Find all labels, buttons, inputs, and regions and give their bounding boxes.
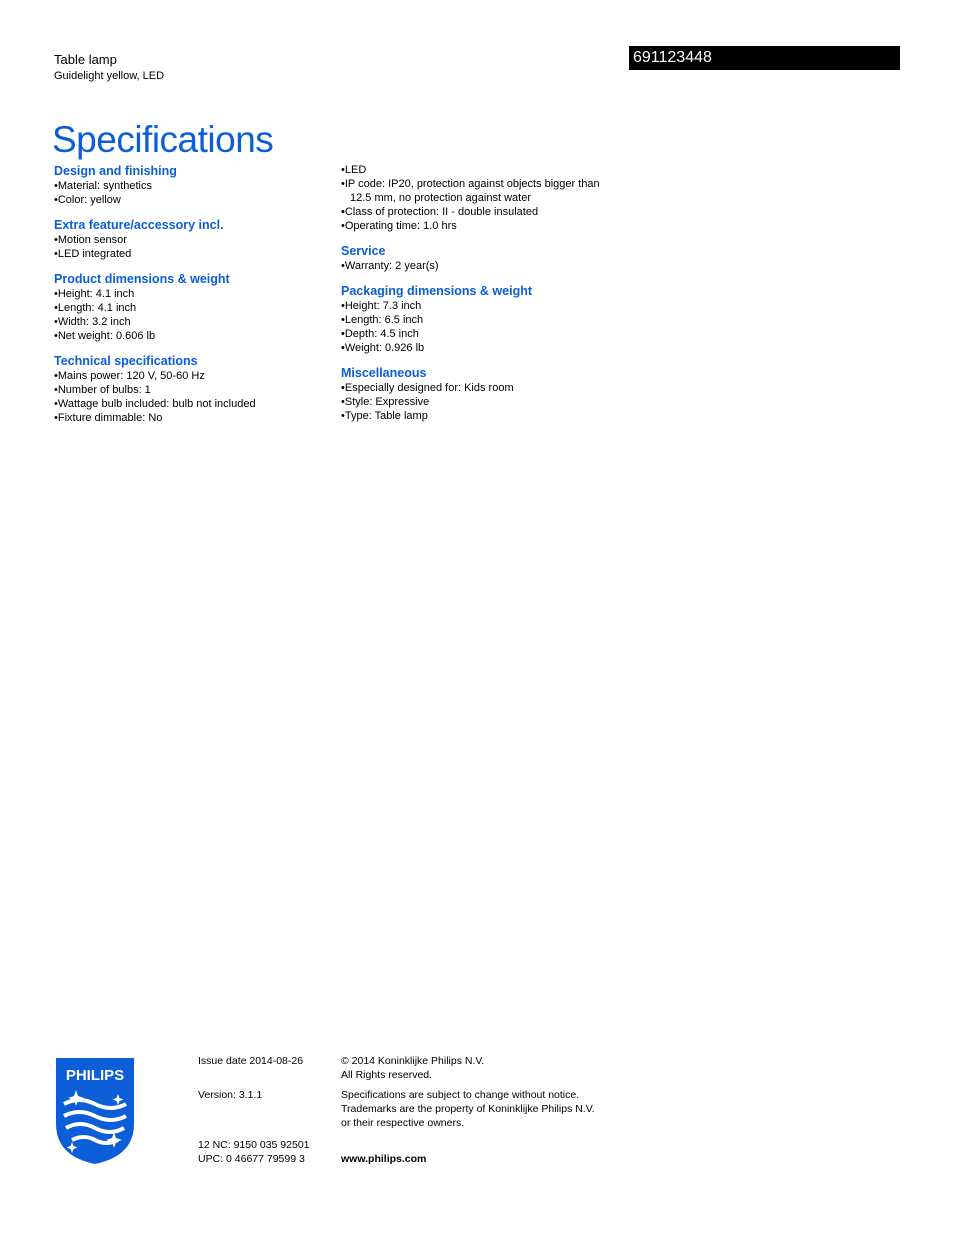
spec-section — [54, 163, 334, 207]
product-title: Table lamp — [54, 52, 117, 67]
spec-item: • Type: Table lamp — [341, 409, 621, 423]
spec-list — [341, 299, 621, 355]
section-title: Packaging dimensions & weight — [341, 284, 533, 298]
disclaimer-line-3: or their respective owners. — [341, 1117, 465, 1129]
spec-list — [341, 259, 621, 273]
spec-list — [54, 287, 334, 343]
spec-item: • Class of protection: II - double insulated — [341, 205, 621, 219]
spec-section — [54, 271, 334, 343]
spec-list — [341, 381, 621, 423]
nc-number: 12 NC: 9150 035 92501 — [198, 1139, 310, 1151]
page-title: Specifications — [52, 118, 274, 160]
philips-shield-icon — [54, 1056, 136, 1166]
version: Version: 3.1.1 — [198, 1089, 263, 1101]
spec-item: • Weight: 0.926 lb — [341, 341, 621, 355]
spec-item: • Depth: 4.5 inch — [341, 327, 621, 341]
section-title: Design and finishing — [54, 164, 177, 178]
spec-list — [54, 233, 334, 261]
spec-item: • Operating time: 1.0 hrs — [341, 219, 621, 233]
spec-item: • Especially designed for: Kids room — [341, 381, 621, 395]
spec-item: • Color: yellow — [54, 193, 334, 207]
spec-section — [341, 283, 621, 355]
spec-item: • Number of bulbs: 1 — [54, 383, 334, 397]
spec-section — [54, 217, 334, 261]
spec-item: • Length: 6.5 inch — [341, 313, 621, 327]
disclaimer-line-1: Specifications are subject to change without notice. — [341, 1089, 580, 1101]
spec-item: • Motion sensor — [54, 233, 334, 247]
spec-section — [341, 163, 621, 233]
disclaimer — [341, 1088, 621, 1130]
spec-item: • Height: 4.1 inch — [54, 287, 334, 301]
product-numbers — [198, 1138, 310, 1166]
copyright — [341, 1054, 484, 1082]
spec-section — [341, 243, 621, 273]
section-title: Service — [341, 244, 386, 258]
section-title: Product dimensions & weight — [54, 272, 230, 286]
spec-item: • Height: 7.3 inch — [341, 299, 621, 313]
section-title: Extra feature/accessory incl. — [54, 218, 224, 232]
spec-item: • Net weight: 0.606 lb — [54, 329, 334, 343]
spec-section — [54, 353, 334, 425]
spec-item: • LED — [341, 163, 621, 177]
product-subtitle: Guidelight yellow, LED — [54, 70, 165, 82]
philips-logo — [54, 1056, 136, 1166]
upc-number: UPC: 0 46677 79599 3 — [198, 1153, 305, 1165]
disclaimer-line-2: Trademarks are the property of Koninklijke Philips N.V. — [341, 1103, 595, 1115]
spec-list — [54, 369, 334, 425]
rights-line: All Rights reserved. — [341, 1069, 433, 1081]
footer — [0, 1054, 954, 1184]
spec-column-right — [341, 163, 621, 433]
spec-column-left — [54, 163, 334, 435]
product-code-bar: 691123448 — [629, 46, 900, 70]
issue-date: Issue date 2014-08-26 — [198, 1055, 304, 1067]
section-title: Technical specifications — [54, 354, 198, 368]
section-title: Miscellaneous — [341, 366, 427, 380]
spec-item: • Style: Expressive — [341, 395, 621, 409]
copyright-line: © 2014 Koninklijke Philips N.V. — [341, 1055, 485, 1067]
spec-item: • LED integrated — [54, 247, 334, 261]
spec-list — [54, 179, 334, 207]
spec-list — [341, 163, 621, 233]
spec-item: • Fixture dimmable: No — [54, 411, 334, 425]
spec-item: • Mains power: 120 V, 50-60 Hz — [54, 369, 334, 383]
website-link[interactable]: www.philips.com — [341, 1153, 427, 1165]
spec-item: • Length: 4.1 inch — [54, 301, 334, 315]
spec-item: • Warranty: 2 year(s) — [341, 259, 621, 273]
spec-item: • Material: synthetics — [54, 179, 334, 193]
spec-section — [341, 365, 621, 423]
spec-item: • Wattage bulb included: bulb not included — [54, 397, 334, 411]
logo-text: PHILIPS — [65, 1067, 125, 1084]
spec-item: • IP code: IP20, protection against objects bigger than 12.5 mm, no protection against water — [341, 177, 621, 205]
spec-item: • Width: 3.2 inch — [54, 315, 334, 329]
